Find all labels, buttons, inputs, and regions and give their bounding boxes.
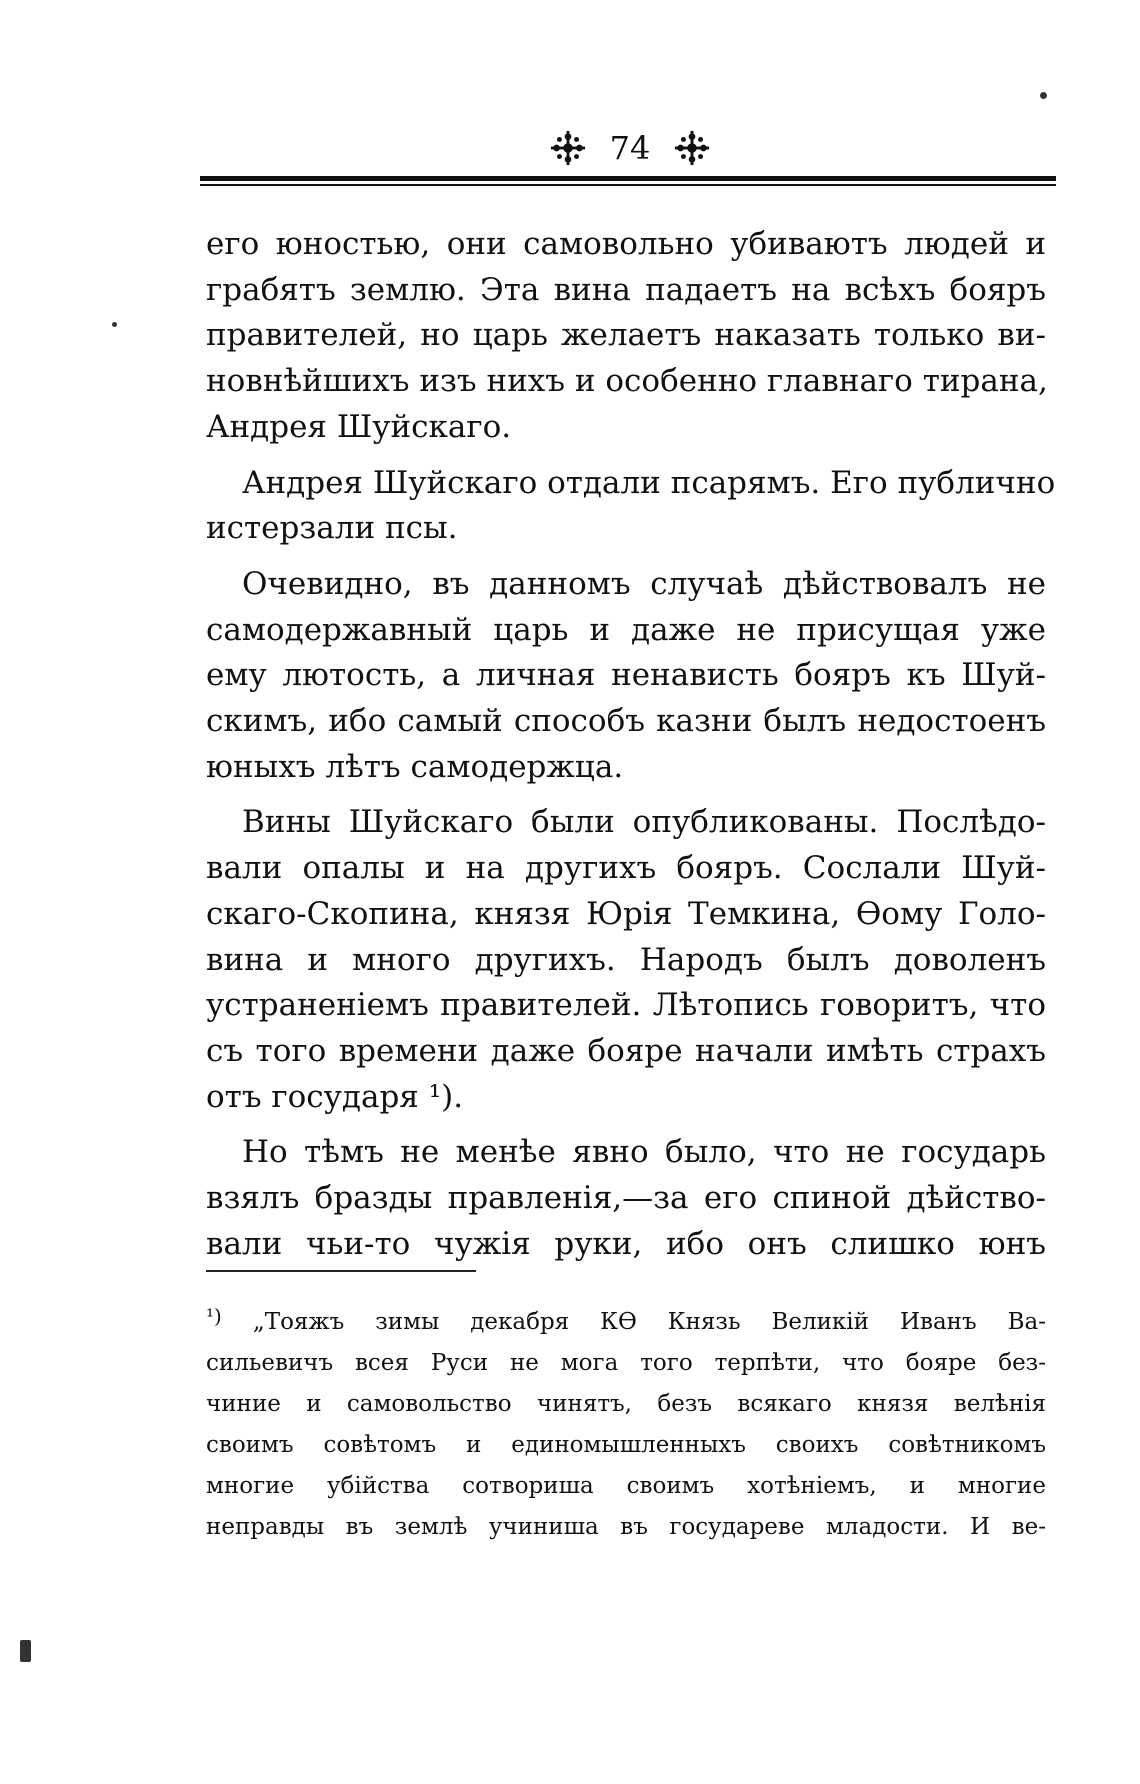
left-ornament-icon bbox=[549, 129, 587, 167]
text-line: устраненіемъ правителей. Лѣтопись говоритъ, что bbox=[206, 987, 1046, 1024]
text-line: отъ государя ¹). bbox=[206, 1078, 464, 1115]
paragraph-3 bbox=[206, 562, 1046, 791]
text-line: его юностью, они самовольно убиваютъ людей и bbox=[206, 226, 1046, 262]
text-line: Но тѣмъ не менѣе явно было, что не государь bbox=[242, 1134, 1046, 1171]
right-ornament-icon bbox=[673, 129, 711, 167]
body-text bbox=[206, 222, 1056, 1277]
paragraph-5 bbox=[206, 1130, 1046, 1267]
text-line: Андрея Шуйскаго отдали псарямъ. Его публично bbox=[242, 464, 1056, 501]
footnote-line: неправды въ землѣ учиниша въ государеве младости. И ве- bbox=[206, 1514, 1046, 1540]
print-speck bbox=[20, 1640, 31, 1662]
footnote-line: сильевичъ всея Руси не мога того терпѣти, что бояре без- bbox=[206, 1350, 1046, 1376]
text-line: Вины Шуйскаго были опубликованы. Послѣдо- bbox=[242, 804, 1046, 841]
footnote-rule bbox=[206, 1270, 476, 1272]
footnote-line: многие убійства сотвориша своимъ хотѣніемъ, и многие bbox=[206, 1473, 1046, 1499]
header-rule-thin bbox=[200, 184, 1056, 186]
footnote bbox=[206, 1296, 1046, 1548]
text-line: юныхъ лѣтъ самодержца. bbox=[206, 748, 624, 785]
text-line: вина и много другихъ. Народъ былъ доволенъ bbox=[206, 941, 1046, 978]
footnote-line bbox=[206, 1296, 1046, 1343]
print-speck bbox=[112, 322, 117, 327]
text-line: грабятъ землю. Эта вина падаетъ на всѣхъ бояръ bbox=[206, 271, 1046, 308]
text-line: взялъ бразды правленія,—за его спиной дѣйство- bbox=[206, 1180, 1046, 1217]
footnote-marker: ¹) bbox=[206, 1304, 222, 1328]
text-line: новнѣйшихъ изъ нихъ и особенно главнаго тирана, bbox=[206, 363, 1048, 400]
text-line: истерзали псы. bbox=[206, 510, 458, 547]
paragraph-4 bbox=[206, 800, 1046, 1120]
text-line: ему лютость, а личная ненависть бояръ къ Шуй- bbox=[206, 657, 1046, 694]
text-line: вали чьи-то чужія руки, ибо онъ слишко юнъ bbox=[206, 1225, 1046, 1262]
paragraph-2 bbox=[206, 461, 1056, 552]
text-line: съ того времени даже бояре начали имѣть страхъ bbox=[206, 1032, 1046, 1069]
text-line: Андрея Шуйскаго. bbox=[206, 408, 512, 445]
text-line: скимъ, ибо самый способъ казни былъ недостоенъ bbox=[206, 703, 1046, 740]
footnote-line: своимъ совѣтомъ и единомышленныхъ своихъ совѣтникомъ bbox=[206, 1432, 1046, 1458]
paragraph-1 bbox=[206, 222, 1046, 451]
page-number: 74 bbox=[609, 129, 651, 167]
text-line: Очевидно, въ данномъ случаѣ дѣйствовалъ не bbox=[242, 565, 1046, 602]
text-line: правителей, но царь желаетъ наказать только ви- bbox=[206, 317, 1046, 354]
text-line: вали опалы и на другихъ бояръ. Сослали Шуй- bbox=[206, 850, 1046, 887]
footnote-line-text: „Тояжъ зимы декабря КѲ Князь Великій Иванъ Ва- bbox=[252, 1309, 1046, 1335]
header-rule-thick bbox=[200, 176, 1056, 181]
footnote-line: чиние и самовольство чинятъ, безъ всякаго князя велѣнія bbox=[206, 1391, 1046, 1417]
print-speck bbox=[1040, 92, 1047, 99]
text-line: самодержавный царь и даже не присущая уже bbox=[206, 611, 1046, 648]
text-line: скаго-Скопина, князя Юрія Темкина, Ѳому Голо- bbox=[206, 895, 1046, 932]
